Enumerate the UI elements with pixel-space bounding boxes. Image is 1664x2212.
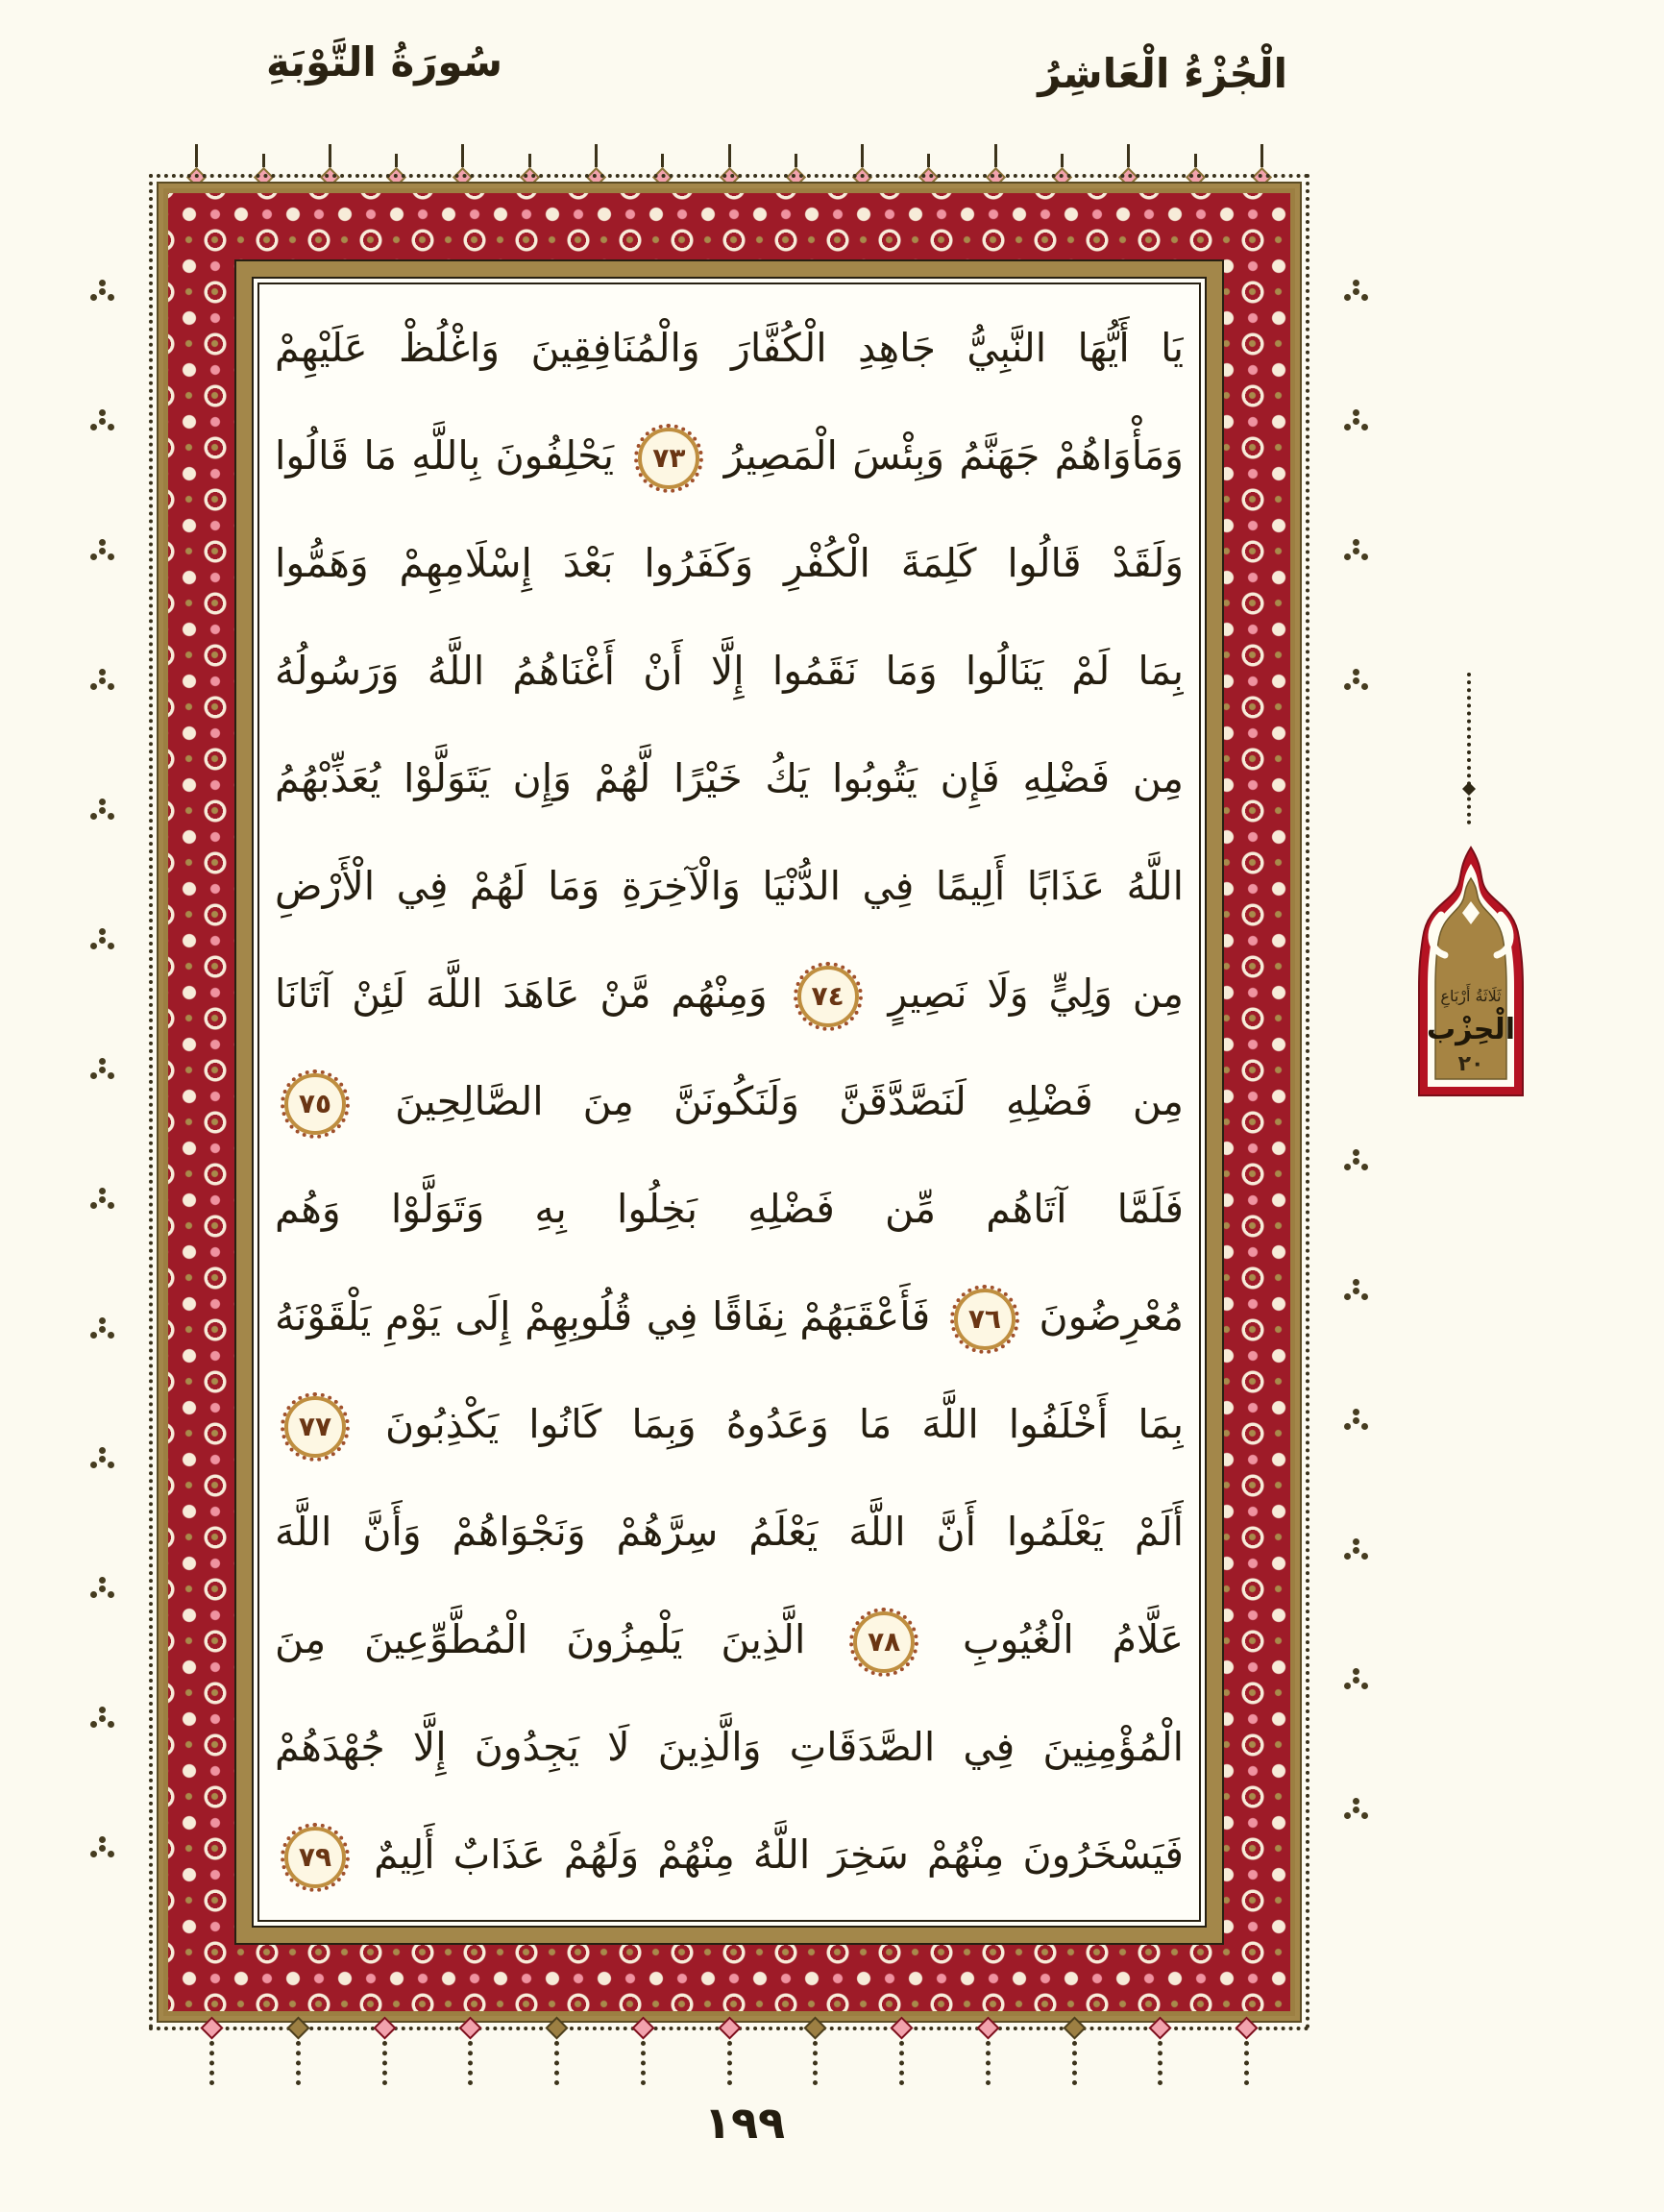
tassel-diamond <box>631 2016 654 2039</box>
tassel-diamond <box>373 2016 396 2039</box>
hanging-tassel-ornament <box>1152 2020 1168 2085</box>
margin-sprig-ornament <box>99 1196 106 1203</box>
crest-finial-ornament <box>455 144 470 184</box>
hanging-tassel-ornament <box>980 2020 996 2085</box>
ayah-text: أَلَمْ يَعْلَمُوا أَنَّ اللَّهَ يَعْلَمُ سِرَّهُمْ وَنَجْوَاهُمْ وَأَنَّ اللَّهَ <box>275 1509 1184 1555</box>
ayah-text: الْمُؤْمِنِينَ فِي الصَّدَقَاتِ وَالَّذِينَ لَا يَجِدُونَ إِلَّا جُهْدَهُمْ <box>275 1724 1184 1770</box>
tassel-diamond <box>890 2016 913 2039</box>
margin-sprig-ornament <box>1353 418 1359 425</box>
ayah-text: وَمِنْهُم مَّنْ عَاهَدَ اللَّهَ لَئِنْ آتَانَا <box>275 971 768 1017</box>
verse-number-medallion: ٧٦ <box>954 1289 1016 1350</box>
tassel-drop <box>1158 2041 1162 2085</box>
tassel-drop <box>468 2041 473 2085</box>
quran-line <box>275 725 1184 832</box>
hanging-tassel-ornament <box>722 2020 738 2085</box>
margin-sprig-ornament <box>99 418 106 425</box>
margin-sprig-ornament <box>99 1456 106 1462</box>
margin-sprig-ornament <box>99 937 106 944</box>
quran-line <box>275 1370 1184 1478</box>
tassel-drop <box>986 2041 991 2085</box>
finial-stem <box>728 144 731 167</box>
margin-sprig-ornament <box>1353 1288 1359 1294</box>
quran-line <box>275 940 1184 1047</box>
verse-number-medallion: ٧٨ <box>853 1611 915 1673</box>
quran-line <box>275 1693 1184 1801</box>
tassel-diamond <box>1063 2016 1086 2039</box>
ayah-text: مِن وَلِيٍّ وَلَا نَصِيرٍ <box>888 971 1184 1017</box>
finial-diamond <box>852 167 872 187</box>
crest-finial-ornament <box>655 154 670 184</box>
finial-stem <box>927 154 930 167</box>
margin-sprig-ornament <box>99 807 106 814</box>
page-number: ١٩٩ <box>703 2097 786 2149</box>
tassel-diamond <box>976 2016 999 2039</box>
tassel-drop <box>1244 2041 1249 2085</box>
hizb-number-label: ٢٠ <box>1457 1052 1484 1076</box>
crest-finial-ornament <box>1255 144 1269 184</box>
quran-line <box>275 509 1184 617</box>
crest-finial-ornament <box>722 144 737 184</box>
finial-diamond <box>720 167 740 187</box>
ayah-text: الَّذِينَ يَلْمِزُونَ الْمُطَّوِّعِينَ مِنَ <box>275 1616 806 1662</box>
quran-line <box>275 1263 1184 1370</box>
verse-number-medallion: ٧٣ <box>638 428 699 489</box>
margin-sprig-ornament <box>99 1845 106 1852</box>
finial-stem <box>461 144 464 167</box>
quran-line <box>275 617 1184 725</box>
crest-finial-ornament <box>189 144 204 184</box>
finial-stem <box>528 154 531 167</box>
hizb-marker <box>1399 832 1543 1113</box>
hanging-tassel-ornament <box>549 2020 565 2085</box>
ayah-text: فَيَسْخَرُونَ مِنْهُمْ سَخِرَ اللَّهُ مِنْهُمْ وَلَهُمْ عَذَابٌ أَلِيمٌ <box>374 1831 1184 1878</box>
finial-diamond <box>786 167 806 187</box>
finial-stem <box>1061 154 1064 167</box>
finial-diamond <box>386 167 406 187</box>
hanging-tassel-ornament <box>1066 2020 1083 2085</box>
finial-stem <box>395 154 398 167</box>
quran-line <box>275 402 1184 509</box>
finial-diamond <box>453 167 473 187</box>
crest-finial-ornament <box>1188 154 1203 184</box>
ayah-text: فَأَعْقَبَهُمْ نِفَاقًا فِي قُلُوبِهِمْ إِلَى يَوْمِ يَلْقَوْنَهُ <box>275 1293 931 1339</box>
crest-finial-ornament <box>257 154 271 184</box>
crest-finial-ornament <box>921 154 936 184</box>
finial-stem <box>195 144 198 167</box>
finial-diamond <box>186 167 207 187</box>
gold-inner-frame <box>234 259 1224 1945</box>
finial-stem <box>329 144 331 167</box>
tassel-diamond <box>545 2016 568 2039</box>
quran-line <box>275 832 1184 940</box>
finial-stem <box>262 154 265 167</box>
tassel-diamond <box>718 2016 741 2039</box>
hizb-fraction-label: ثَلَاثَةُ أَرْبَاعِ <box>1440 987 1502 1005</box>
hanging-tassel-ornament <box>204 2020 220 2085</box>
ayah-text: بِمَا أَخْلَفُوا اللَّهَ مَا وَعَدُوهُ وَبِمَا كَانُوا يَكْذِبُونَ <box>385 1401 1184 1447</box>
margin-sprig-ornament <box>99 548 106 554</box>
finial-stem <box>1194 154 1197 167</box>
quran-line <box>275 1585 1184 1693</box>
finial-stem <box>1127 144 1130 167</box>
ayah-text: اللَّهُ عَذَابًا أَلِيمًا فِي الدُّنْيَا وَالْآخِرَةِ وَمَا لَهُمْ فِي الْأَرْضِ <box>275 863 1184 909</box>
hanging-tassel-ornament <box>635 2020 651 2085</box>
margin-sprig-ornament <box>99 677 106 684</box>
ayah-text: فَلَمَّا آتَاهُم مِّن فَضْلِهِ بَخِلُوا بِهِ وَتَوَلَّوْا وَهُم <box>275 1186 1184 1232</box>
hizb-marker-finial <box>1467 673 1471 824</box>
verse-number-medallion: ٧٥ <box>284 1073 346 1135</box>
ayah-text: يَا أَيُّهَا النَّبِيُّ جَاهِدِ الْكُفَّارَ وَالْمُنَافِقِينَ وَاغْلُظْ عَلَيْهِمْ <box>275 325 1184 371</box>
tassel-diamond <box>200 2016 223 2039</box>
ayah-text: عَلَّامُ الْغُيُوبِ <box>963 1616 1184 1662</box>
finial-stem <box>994 144 997 167</box>
margin-sprig-ornament <box>1353 1806 1359 1813</box>
decorative-frame <box>163 188 1295 2016</box>
tassel-drop <box>641 2041 646 2085</box>
crest-finial-ornament <box>589 144 603 184</box>
verse-number-medallion: ٧٩ <box>284 1827 346 1888</box>
tassel-drop <box>296 2041 301 2085</box>
tassel-drop <box>899 2041 904 2085</box>
finial-diamond <box>254 167 274 187</box>
finial-diamond <box>1252 167 1272 187</box>
crest-finial-ornament <box>989 144 1003 184</box>
juz-title: الْجُزْءُ الْعَاشِرُ <box>1038 50 1287 97</box>
finial-stem <box>795 154 797 167</box>
quran-line <box>275 1478 1184 1585</box>
ayah-text: يَحْلِفُونَ بِاللَّهِ مَا قَالُوا <box>275 432 615 479</box>
margin-sprig-ornament <box>1353 1547 1359 1554</box>
verse-number-medallion: ٧٤ <box>797 966 859 1027</box>
hanging-tassel-ornament <box>377 2020 393 2085</box>
margin-sprig-ornament <box>1353 677 1359 684</box>
tassel-diamond <box>459 2016 482 2039</box>
finial-diamond <box>320 167 340 187</box>
tassel-diamond <box>1235 2016 1258 2039</box>
border-top-finials <box>163 138 1295 184</box>
ayah-text: مُعْرِضُونَ <box>1039 1293 1184 1339</box>
finial-diamond <box>1052 167 1072 187</box>
ayah-text: بِمَا لَمْ يَنَالُوا وَمَا نَقَمُوا إِلَّا أَنْ أَغْنَاهُمُ اللَّهُ وَرَسُولُهُ <box>275 648 1184 694</box>
hanging-tassel-ornament <box>807 2020 823 2085</box>
margin-sprig-ornament <box>1353 1158 1359 1165</box>
finial-diamond <box>586 167 606 187</box>
tassel-drop <box>813 2041 818 2085</box>
crest-finial-ornament <box>1121 144 1136 184</box>
crest-finial-ornament <box>855 144 869 184</box>
border-bottom-tassels <box>204 2020 1255 2091</box>
quran-text-block <box>257 283 1201 1922</box>
finial-diamond <box>652 167 673 187</box>
finial-diamond <box>1118 167 1138 187</box>
margin-sprig-ornament <box>1353 548 1359 554</box>
hizb-title-label: الْحِزْب <box>1427 1013 1515 1046</box>
finial-stem <box>595 144 598 167</box>
hanging-tassel-ornament <box>1238 2020 1255 2085</box>
margin-sprig-ornament <box>99 1585 106 1592</box>
frame-inner-margin <box>252 277 1207 1928</box>
finial-diamond <box>918 167 939 187</box>
crest-finial-ornament <box>389 154 404 184</box>
ayah-text: مِن فَضْلِهِ لَنَصَّدَّقَنَّ وَلَنَكُونَنَّ مِنَ الصَّالِحِينَ <box>395 1078 1184 1124</box>
finial-diamond <box>986 167 1006 187</box>
surah-title: سُورَةُ التَّوْبَةِ <box>265 38 503 86</box>
finial-stem <box>661 154 664 167</box>
ayah-text: وَلَقَدْ قَالُوا كَلِمَةَ الْكُفْرِ وَكَفَرُوا بَعْدَ إِسْلَامِهِمْ وَهَمُّوا <box>275 540 1184 586</box>
crest-finial-ornament <box>323 144 337 184</box>
quran-line <box>275 1801 1184 1908</box>
ayah-text: وَمَأْوَاهُمْ جَهَنَّمُ وَبِئْسَ الْمَصِيرُ <box>723 432 1184 479</box>
ayah-text: مِن فَضْلِهِ فَإِن يَتُوبُوا يَكُ خَيْرًا لَّهُمْ وَإِن يَتَوَلَّوْا يُعَذِّبْهُمُ <box>275 755 1184 801</box>
margin-sprig-ornament <box>1353 1677 1359 1684</box>
tassel-diamond <box>1149 2016 1172 2039</box>
tassel-drop <box>554 2041 559 2085</box>
hanging-tassel-ornament <box>462 2020 478 2085</box>
quran-line <box>275 1155 1184 1263</box>
finial-diamond <box>1185 167 1205 187</box>
crest-finial-ornament <box>789 154 803 184</box>
margin-sprig-ornament <box>99 288 106 295</box>
margin-sprig-ornament <box>99 1715 106 1722</box>
tassel-diamond <box>286 2016 309 2039</box>
hanging-tassel-ornament <box>893 2020 910 2085</box>
tassel-drop <box>209 2041 214 2085</box>
margin-sprig-ornament <box>1353 1417 1359 1424</box>
tassel-drop <box>1072 2041 1077 2085</box>
quran-line <box>275 1047 1184 1155</box>
margin-sprig-ornament <box>99 1326 106 1333</box>
margin-sprig-ornament <box>99 1067 106 1073</box>
finial-stem <box>1260 144 1263 167</box>
tassel-diamond <box>804 2016 827 2039</box>
finial-diamond <box>520 167 540 187</box>
hanging-tassel-ornament <box>290 2020 306 2085</box>
verse-number-medallion: ٧٧ <box>284 1396 346 1458</box>
tassel-drop <box>727 2041 732 2085</box>
finial-stem <box>861 144 864 167</box>
tassel-drop <box>382 2041 387 2085</box>
quran-line <box>275 294 1184 402</box>
margin-sprig-ornament <box>1353 288 1359 295</box>
crest-finial-ornament <box>1055 154 1069 184</box>
crest-finial-ornament <box>523 154 537 184</box>
